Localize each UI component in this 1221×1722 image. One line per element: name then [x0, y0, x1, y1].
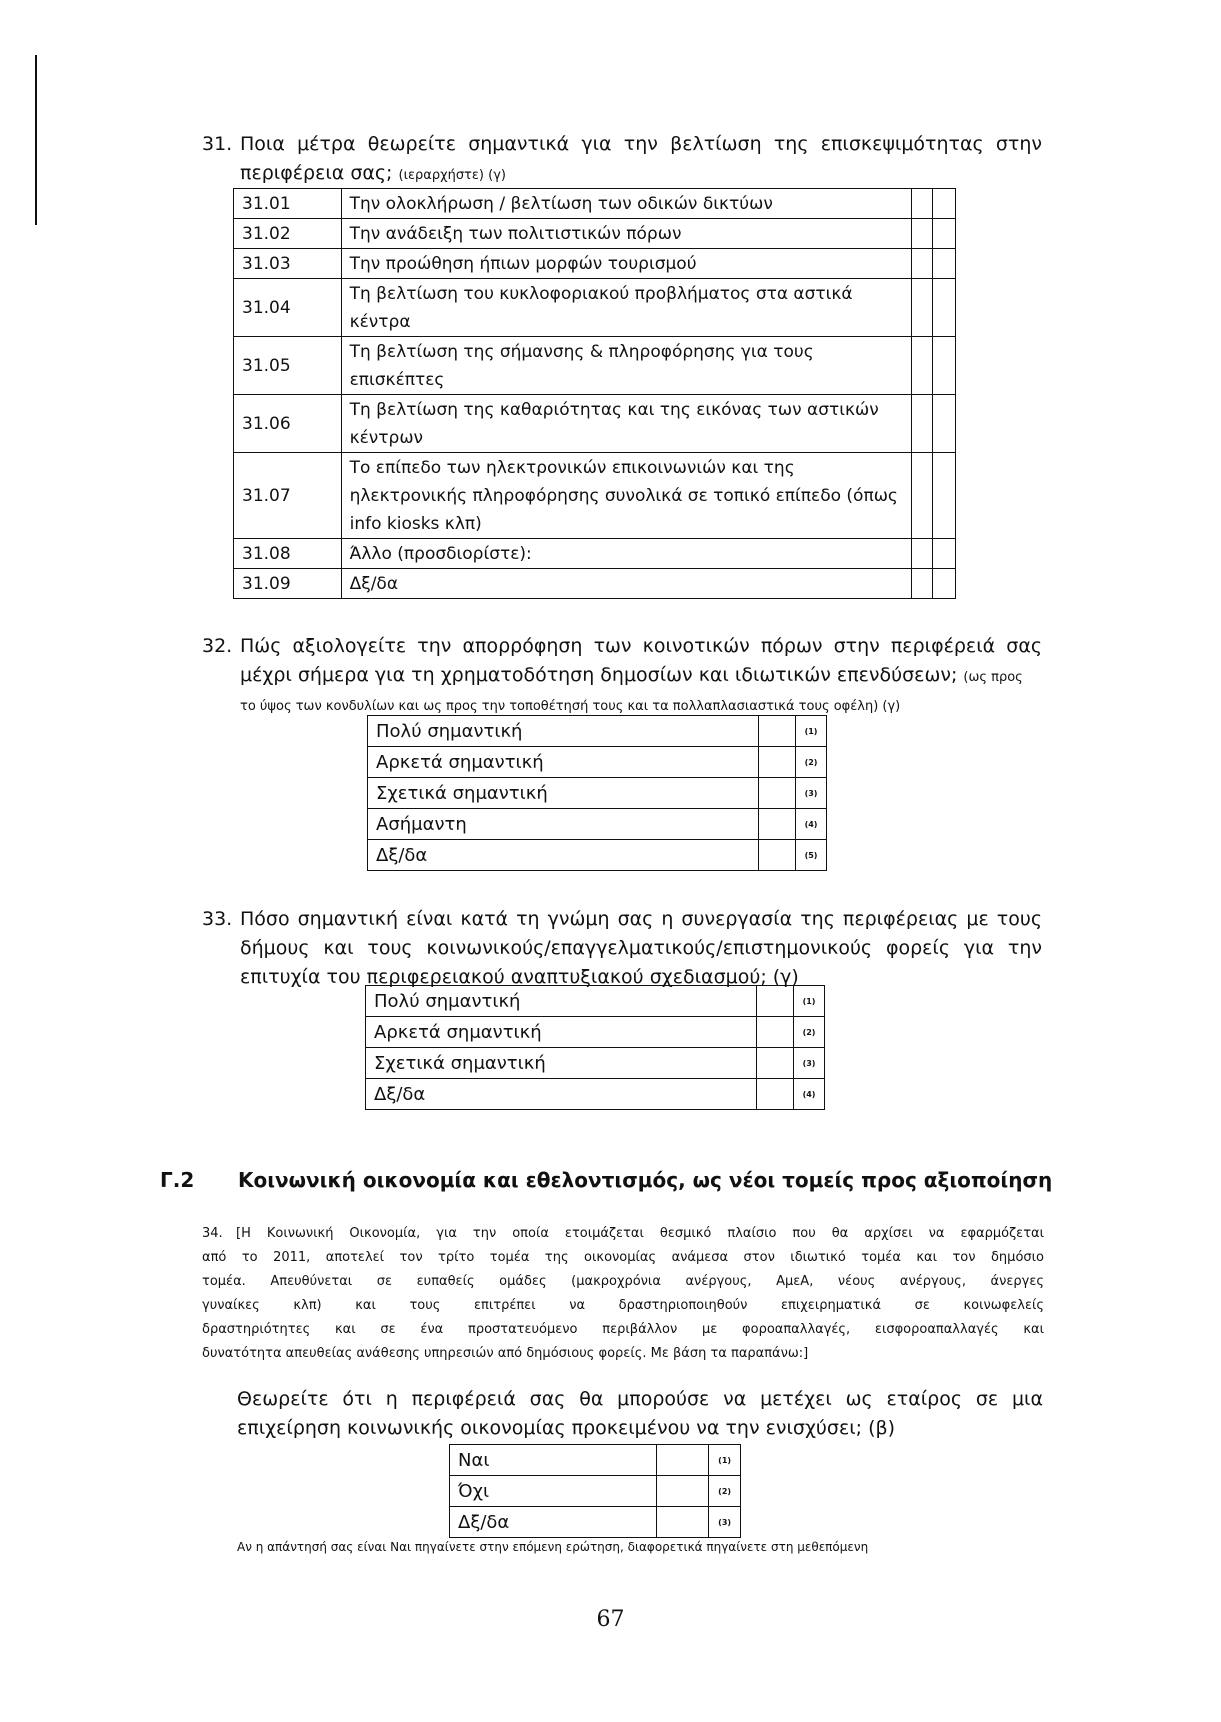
options-table-33 [365, 985, 825, 1110]
option-checkbox[interactable] [757, 1079, 794, 1110]
option-code: (4) [796, 809, 827, 840]
table-row [234, 569, 956, 599]
routing-note: Αν η απάντησή σας είναι Ναι πηγαίνετε στην επόμενη ερώτηση, διαφορετικά πηγαίνετε στη μεθεπόμενη [237, 1540, 869, 1554]
row-text: Το επίπεδο των ηλεκτρονικών επικοινωνιών και της ηλεκτρονικής πληροφόρησης συνολικά σε τοπικό επίπεδο (όπως info kiosks κλπ) [341, 453, 911, 539]
question-text: μέχρι σήμερα για τη χρηματοδότηση δημοσίων και ιδιωτικών επενδύσεων; [240, 664, 958, 686]
option-code: (1) [794, 986, 825, 1017]
row-text: Δξ/δα [341, 569, 911, 599]
intro-line: από το 2011, αποτελεί τον τρίτο τομέα της οικονομίας ανάμεσα στον ιδιωτικό τομέα και τον δημόσιο [202, 1250, 1044, 1265]
rank-value [932, 395, 955, 453]
question-text: περιφέρεια σας; [240, 162, 393, 184]
option-checkbox[interactable] [759, 809, 796, 840]
row-code: 31.09 [234, 569, 342, 599]
question-33 [202, 905, 1042, 992]
intro-line: γυναίκες κλπ) και τους επιτρέπει να δραστηριοποιηθούν επιχειρηματικά σε κοινωφελείς [202, 1298, 1044, 1313]
option-label: Σχετικά σημαντική [368, 778, 759, 809]
row-code: 31.07 [234, 453, 342, 539]
option-row [368, 716, 827, 747]
table-row [234, 395, 956, 453]
option-label: Δξ/δα [366, 1079, 757, 1110]
option-row [366, 1048, 825, 1079]
question-number: 31. [202, 133, 233, 155]
table-row [234, 279, 956, 337]
question-text: Ποια μέτρα θεωρείτε σημαντικά για την βελτίωση της επισκεψιμότητας στην [240, 133, 1042, 155]
option-row [366, 986, 825, 1017]
question-instruction: (ιεραρχήστε) (γ) [398, 168, 506, 183]
row-code: 31.01 [234, 189, 342, 219]
rank-box[interactable] [911, 539, 932, 569]
option-checkbox[interactable] [759, 840, 796, 871]
row-code: 31.02 [234, 219, 342, 249]
option-code: (1) [796, 716, 827, 747]
option-row [368, 840, 827, 871]
option-code: (2) [796, 747, 827, 778]
page-number: 67 [596, 1607, 625, 1632]
intro-line: [Η Κοινωνική Οικονομία, για την οποία ετοιμάζεται θεσμικό πλαίσιο που θα αρχίσει να εφαρμόζεται [236, 1226, 1044, 1241]
question-32 [202, 632, 1042, 721]
option-label: Όχι [450, 1476, 657, 1507]
rank-value [932, 453, 955, 539]
option-checkbox[interactable] [656, 1476, 708, 1507]
rank-value [932, 249, 955, 279]
question-text: δήμους και τους κοινωνικούς/επαγγελματικούς/επιστημονικούς φορείς για την [240, 937, 1042, 959]
option-code: (3) [709, 1507, 741, 1538]
option-checkbox[interactable] [759, 778, 796, 809]
option-code: (3) [796, 778, 827, 809]
row-code: 31.08 [234, 539, 342, 569]
rank-value [932, 189, 955, 219]
table-row [234, 539, 956, 569]
option-row [368, 778, 827, 809]
question-34 [237, 1385, 1043, 1443]
option-label: Δξ/δα [450, 1507, 657, 1538]
row-code: 31.04 [234, 279, 342, 337]
question-text: Θεωρείτε ότι η περιφέρειά σας θα μπορούσε να μετέχει ως εταίρος σε μια [237, 1388, 1043, 1410]
ranking-table-31 [233, 188, 956, 599]
row-text: Την ολοκλήρωση / βελτίωση των οδικών δικτύων [341, 189, 911, 219]
option-row [366, 1017, 825, 1048]
rank-value [932, 539, 955, 569]
rank-box[interactable] [911, 395, 932, 453]
option-label: Σχετικά σημαντική [366, 1048, 757, 1079]
question-34-intro [202, 1222, 1044, 1366]
table-row [234, 189, 956, 219]
option-row [368, 747, 827, 778]
question-number: 33. [202, 908, 233, 930]
option-checkbox[interactable] [757, 986, 794, 1017]
row-text: Την προώθηση ήπιων μορφών τουρισμού [341, 249, 911, 279]
option-checkbox[interactable] [656, 1445, 708, 1476]
option-checkbox[interactable] [656, 1507, 708, 1538]
section-title: Κοινωνική οικονομία και εθελοντισμός, ως νέοι τομείς προς αξιοποίηση [238, 1168, 1053, 1192]
option-code: (3) [794, 1048, 825, 1079]
option-checkbox[interactable] [757, 1017, 794, 1048]
option-code: (2) [709, 1476, 741, 1507]
option-label: Δξ/δα [368, 840, 759, 871]
rank-box[interactable] [911, 189, 932, 219]
question-number: 32. [202, 635, 233, 657]
rank-box[interactable] [911, 569, 932, 599]
option-checkbox[interactable] [759, 747, 796, 778]
intro-line: δυνατότητα απευθείας ανάθεσης υπηρεσιών από δημόσιους φορείς. Με βάση τα παραπάνω:] [202, 1346, 809, 1361]
option-label: Ναι [450, 1445, 657, 1476]
option-code: (1) [709, 1445, 741, 1476]
option-code: (4) [794, 1079, 825, 1110]
option-label: Πολύ σημαντική [368, 716, 759, 747]
rank-box[interactable] [911, 453, 932, 539]
table-row [234, 219, 956, 249]
rank-box[interactable] [911, 249, 932, 279]
table-row [234, 453, 956, 539]
question-text: Πώς αξιολογείτε την απορρόφηση των κοινοτικών πόρων στην περιφέρειά σας [240, 635, 1042, 657]
rank-value [932, 337, 955, 395]
rank-value [932, 219, 955, 249]
rank-box[interactable] [911, 337, 932, 395]
option-label: Πολύ σημαντική [366, 986, 757, 1017]
section-number: Γ.2 [160, 1168, 195, 1192]
question-text: Πόσο σημαντική είναι κατά τη γνώμη σας η συνεργασία της περιφέρειας με τους [240, 908, 1042, 930]
row-code: 31.05 [234, 337, 342, 395]
question-text-small: (ως προς [963, 670, 1023, 685]
rank-value [932, 569, 955, 599]
row-code: 31.03 [234, 249, 342, 279]
option-code: (5) [796, 840, 827, 871]
option-code: (2) [794, 1017, 825, 1048]
options-table-34 [449, 1444, 741, 1538]
option-row [366, 1079, 825, 1110]
table-row [234, 337, 956, 395]
option-row [450, 1507, 741, 1538]
option-label: Αρκετά σημαντική [366, 1017, 757, 1048]
question-number: 34. [202, 1226, 223, 1241]
option-row [450, 1445, 741, 1476]
rank-value [932, 279, 955, 337]
option-label: Ασήμαντη [368, 809, 759, 840]
row-text: Τη βελτίωση της σήμανσης & πληροφόρησης για τους επισκέπτες [341, 337, 911, 395]
intro-line: δραστηριότητες και σε ένα προστατευόμενο περιβάλλον με φοροαπαλλαγές, εισφοροαπαλλαγές και [202, 1322, 1044, 1337]
option-row [368, 809, 827, 840]
section-heading [160, 1168, 1052, 1192]
question-31 [202, 130, 1042, 190]
row-code: 31.06 [234, 395, 342, 453]
question-text-small: το ύψος των κονδυλίων και ως προς την τοποθέτησή τους και τα πολλαπλασιαστικά τους οφέλη) (γ) [240, 699, 901, 714]
option-label: Αρκετά σημαντική [368, 747, 759, 778]
rank-box[interactable] [911, 219, 932, 249]
question-text: επιχείρηση κοινωνικής οικονομίας προκειμένου να την ενισχύσει; (β) [237, 1417, 896, 1439]
row-text: Άλλο (προσδιορίστε): [341, 539, 911, 569]
rank-box[interactable] [911, 279, 932, 337]
option-checkbox[interactable] [757, 1048, 794, 1079]
margin-line [35, 55, 37, 225]
row-text: Την ανάδειξη των πολιτιστικών πόρων [341, 219, 911, 249]
question-text: επιτυχία του περιφερειακού αναπτυξιακού σχεδιασμού; (γ) [240, 966, 799, 988]
row-text: Τη βελτίωση της καθαριότητας και της εικόνας των αστικών κέντρων [341, 395, 911, 453]
intro-line: τομέα. Απευθύνεται σε ευπαθείς ομάδες (μακροχρόνια ανέργους, ΑμεΑ, νέους ανέργους, άνεργες [202, 1274, 1044, 1289]
option-row [450, 1476, 741, 1507]
table-row [234, 249, 956, 279]
options-table-32 [367, 715, 827, 871]
row-text: Τη βελτίωση του κυκλοφοριακού προβλήματος στα αστικά κέντρα [341, 279, 911, 337]
option-checkbox[interactable] [759, 716, 796, 747]
